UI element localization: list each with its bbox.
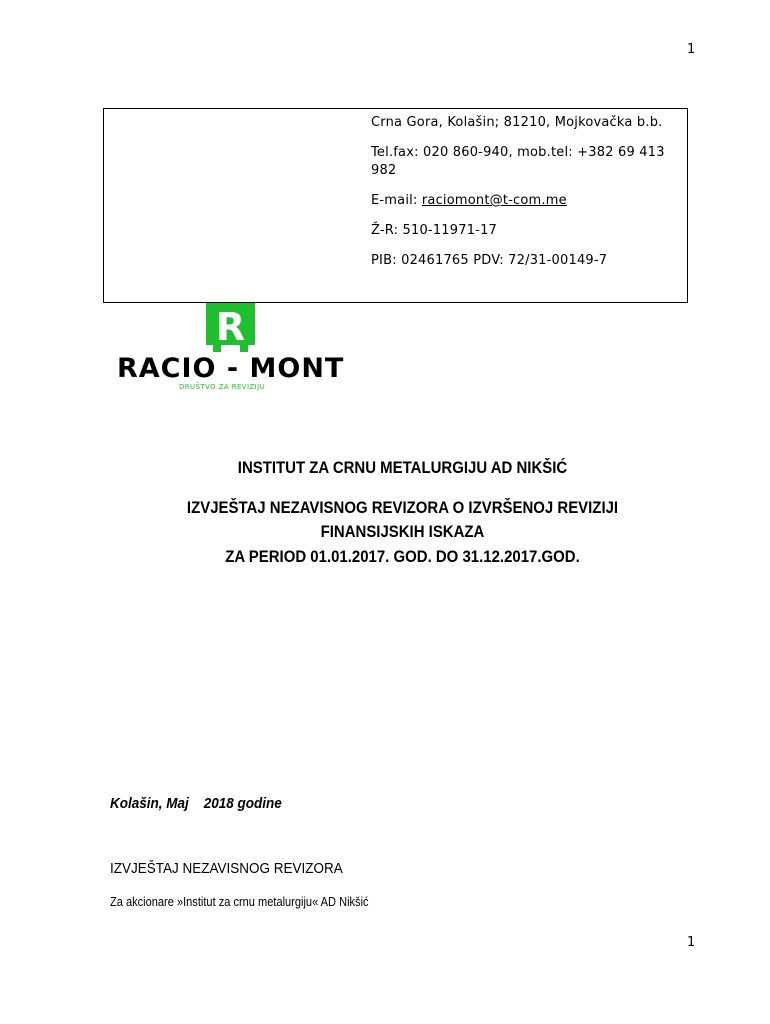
contact-email-label: E-mail: <box>371 193 422 208</box>
page-number-top: 1 <box>687 42 696 57</box>
company-title: INSTITUT ZA CRNU METALURGIJU AD NIKŠIĆ <box>237 458 568 477</box>
contact-address: Crna Gora, Kolašin; 81210, Mojkovačka b.b. <box>371 115 663 130</box>
page-number-bottom: 1 <box>687 935 696 950</box>
contact-email-link[interactable]: raciomont@t-com.me <box>421 193 567 208</box>
report-title-line2: FINANSIJSKIH ISKAZA <box>320 522 485 541</box>
contact-details <box>371 114 671 282</box>
company-logo <box>115 303 350 398</box>
logo-company-name: RACIO - MONT <box>117 353 345 384</box>
contact-tax-ids: PIB: 02461765 PDV: 72/31-00149-7 <box>371 253 608 268</box>
logo-letter: R <box>215 305 246 349</box>
logo-tagline: DRUŠTVO ZA REVIZIJU <box>179 383 266 391</box>
report-title-line3: ZA PERIOD 01.01.2017. GOD. DO 31.12.2017.GOD. <box>225 547 580 566</box>
contact-bank-account: Ž-R: 510-11971-17 <box>371 223 498 238</box>
place-and-date: Kolašin, Maj 2018 godine <box>110 795 282 812</box>
report-title-line1: IZVJEŠTAJ NEZAVISNOG REVIZORA O IZVRŠENOJ REVIZIJI <box>186 498 619 517</box>
contact-box <box>103 108 688 303</box>
contact-phone: Tel.fax: 020 860-940, mob.tel: +382 69 413 982 <box>371 145 665 178</box>
addressee-line: Za akcionare »Institut za crnu metalurgiju« AD Nikšić <box>110 894 369 909</box>
section-heading: IZVJEŠTAJ NEZAVISNOG REVIZORA <box>110 860 343 877</box>
contact-email-line <box>371 192 671 210</box>
